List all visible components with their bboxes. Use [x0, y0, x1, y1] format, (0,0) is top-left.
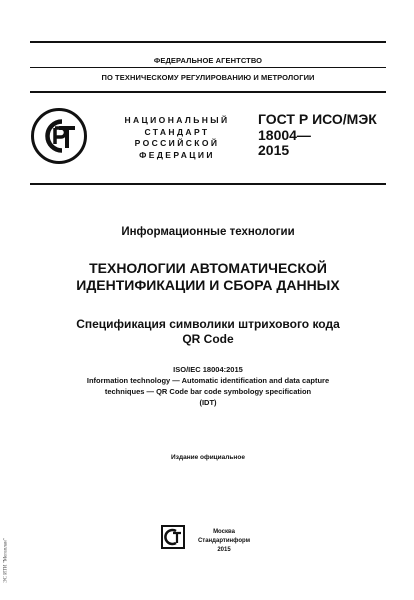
iso-reference-line: (IDT) — [199, 398, 217, 407]
header-bottom-rule — [30, 183, 386, 185]
iso-reference-line: ISO/IEC 18004:2015 — [173, 365, 243, 374]
specification-title — [30, 317, 386, 347]
side-stamp-text: ЭС ИТИ "Мегаплан" — [3, 537, 9, 583]
document-title-line: ИДЕНТИФИКАЦИИ И СБОРА ДАННЫХ — [76, 277, 340, 293]
national-standard-line: РОССИЙСКОЙ — [134, 138, 220, 148]
iso-reference-line: Information technology — Automatic identification and data capture — [86, 376, 330, 385]
publisher-logo-icon — [161, 525, 185, 549]
side-stamp — [0, 520, 12, 600]
header-top-rule — [30, 91, 386, 93]
agency-line-1: ФЕДЕРАЛЬНОЕ АГЕНТСТВО — [153, 56, 263, 65]
national-standard-line: НАЦИОНАЛЬНЫЙ — [124, 115, 230, 125]
national-standard-line: ФЕДЕРАЦИИ — [139, 149, 215, 160]
specification-title-line: Спецификация символики штрихового кода — [76, 317, 340, 331]
certification-mark-icon — [31, 108, 87, 164]
publisher-year: 2015 — [217, 547, 231, 553]
iso-reference-line: techniques — QR Code bar code symbology specification — [104, 387, 312, 396]
specification-title-line: QR Code — [182, 332, 234, 346]
document-title — [30, 260, 386, 294]
publisher-info — [192, 528, 256, 555]
iso-reference — [30, 364, 386, 408]
national-standard-line: СТАНДАРТ — [144, 126, 210, 137]
agency-line-2: ПО ТЕХНИЧЕСКОМУ РЕГУЛИРОВАНИЮ И МЕТРОЛОГИИ — [101, 73, 315, 82]
standard-code-line: 18004— — [258, 126, 311, 143]
national-standard-label — [112, 115, 242, 161]
document-title-line: ТЕХНОЛОГИИ АВТОМАТИЧЕСКОЙ — [89, 260, 327, 276]
standard-code-line: 2015 — [258, 142, 290, 158]
document-subtitle: Информационные технологии — [121, 226, 295, 238]
standard-code-line: ГОСТ Р ИСО/МЭК — [258, 111, 377, 127]
publisher-name: Стандартинформ — [197, 538, 251, 544]
top-rule — [30, 41, 386, 43]
agency-divider — [30, 67, 386, 68]
standard-code — [258, 112, 377, 159]
publisher-city: Москва — [213, 529, 235, 535]
official-edition-label: Издание официальное — [171, 454, 245, 461]
